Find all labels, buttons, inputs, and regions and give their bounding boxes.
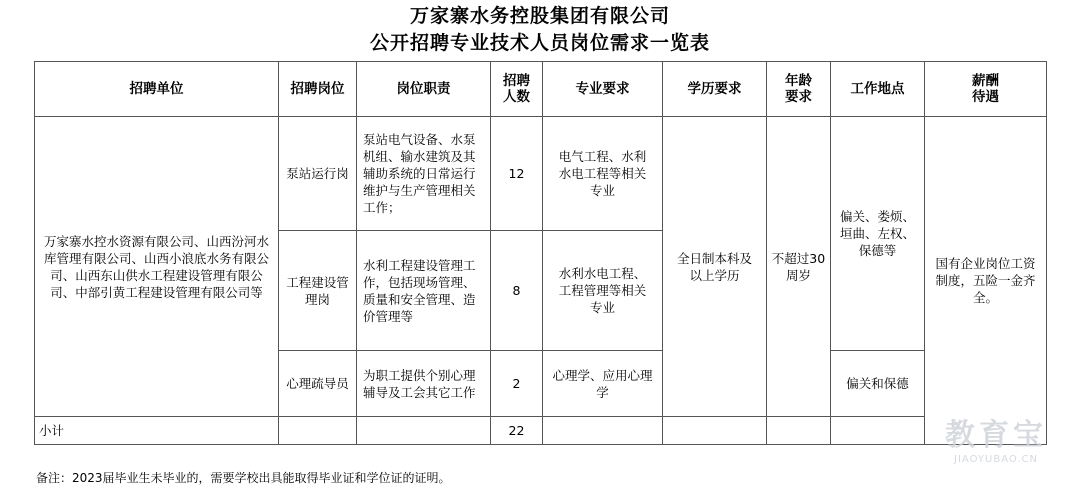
major-requirement: 心理学、应用心理学 — [543, 351, 663, 417]
header-major: 专业要求 — [543, 62, 663, 117]
header-count-line1: 招聘 — [503, 73, 530, 89]
post-count: 12 — [491, 117, 543, 231]
page-title: 万家寨水务控股集团有限公司 — [409, 5, 670, 27]
post-name: 泵站运行岗 — [279, 117, 357, 231]
post-count: 2 — [491, 351, 543, 417]
empty-cell — [279, 417, 357, 445]
empty-cell — [831, 417, 925, 445]
header-salary-line2: 待遇 — [972, 89, 999, 105]
watermark-text-en: JIAOYUBAO.CN — [954, 454, 1038, 465]
post-name: 心理疏导员 — [279, 351, 357, 417]
recruiting-units: 万家寨水控水资源有限公司、山西汾河水库管理有限公司、山西小浪底水务有限公司、山西东山供水工程建设管理有限公司、中部引黄工程建设管理有限公司等 — [35, 117, 279, 417]
post-count: 8 — [491, 231, 543, 351]
header-age — [767, 62, 831, 117]
header-location: 工作地点 — [831, 62, 925, 117]
subtotal-row — [35, 417, 1047, 445]
work-location-last: 偏关和保德 — [831, 351, 925, 417]
age-requirement: 不超过30周岁 — [767, 117, 831, 417]
subtotal-count: 22 — [491, 417, 543, 445]
salary-benefits: 国有企业岗位工资制度，五险一金齐全。 — [925, 117, 1047, 445]
empty-cell — [543, 417, 663, 445]
header-education: 学历要求 — [663, 62, 767, 117]
major-requirement: 水利水电工程、工程管理等相关专业 — [543, 231, 663, 351]
header-salary — [925, 62, 1047, 117]
empty-cell — [767, 417, 831, 445]
post-name: 工程建设管理岗 — [279, 231, 357, 351]
work-location-main: 偏关、娄烦、垣曲、左权、保德等 — [831, 117, 925, 351]
subtotal-label: 小计 — [35, 417, 279, 445]
major-requirement: 电气工程、水利水电工程等相关专业 — [543, 117, 663, 231]
recruitment-table — [34, 61, 1047, 445]
header-age-line1: 年龄 — [785, 73, 812, 89]
post-duty: 水利工程建设管理工作，包括现场管理、质量和安全管理、造价管理等 — [357, 231, 491, 351]
header-duty: 岗位职责 — [357, 62, 491, 117]
header-age-line2: 要求 — [785, 89, 812, 105]
page-subtitle: 公开招聘专业技术人员岗位需求一览表 — [369, 32, 710, 54]
header-count-line2: 人数 — [503, 89, 530, 105]
watermark-text-cn: 教育宝 — [945, 418, 1047, 453]
post-duty: 为职工提供个别心理辅导及工会其它工作 — [357, 351, 491, 417]
footnote: 备注：2023届毕业生未毕业的，需要学校出具能取得毕业证和学位证的证明。 — [36, 471, 451, 485]
header-salary-line1: 薪酬 — [972, 73, 999, 89]
header-row — [35, 62, 1047, 117]
empty-cell — [663, 417, 767, 445]
watermark-logo — [926, 418, 1066, 466]
header-post: 招聘岗位 — [279, 62, 357, 117]
table-row — [35, 117, 1047, 231]
header-count — [491, 62, 543, 117]
education-requirement: 全日制本科及以上学历 — [663, 117, 767, 417]
header-unit: 招聘单位 — [35, 62, 279, 117]
post-duty: 泵站电气设备、水泵机组、输水建筑及其辅助系统的日常运行维护与生产管理相关工作； — [357, 117, 491, 231]
empty-cell — [357, 417, 491, 445]
